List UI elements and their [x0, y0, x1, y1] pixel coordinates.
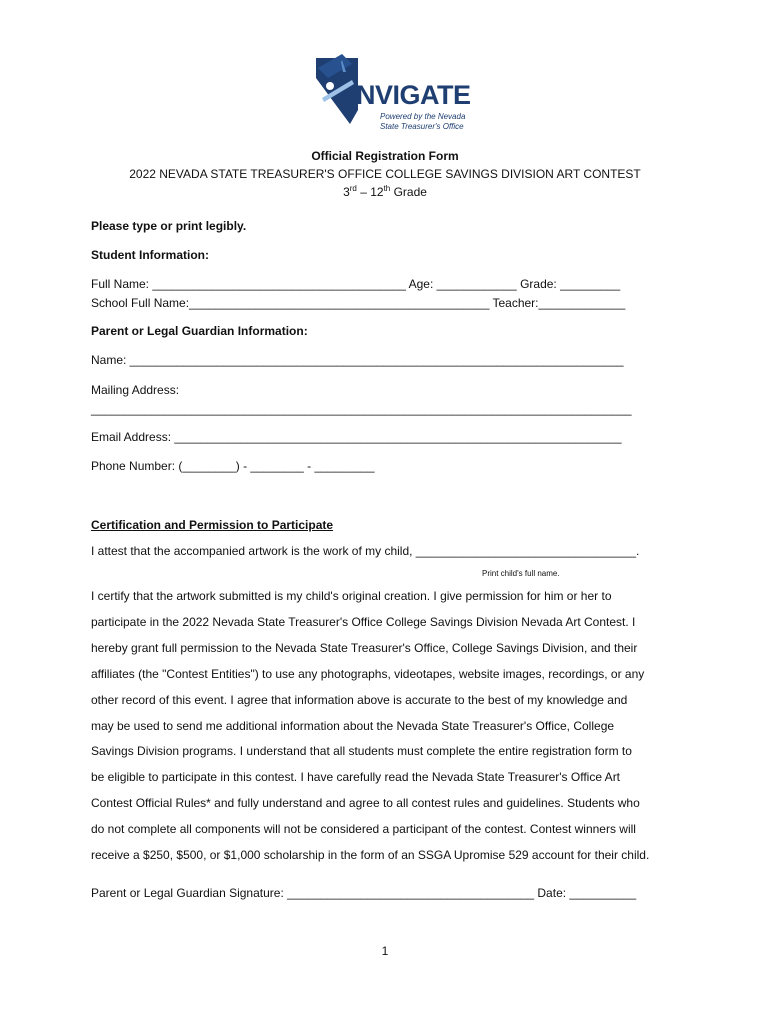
logo-tagline-line1: Powered by the Nevada [380, 112, 466, 121]
grade-word: Grade [390, 185, 427, 199]
grade-separator: – [356, 185, 371, 199]
paragraph-line: participate in the 2022 Nevada State Treasurer's Office College Savings Division Nevada Art Contest. I [91, 614, 636, 629]
grade-start-suffix: rd [349, 184, 357, 193]
school-teacher-line[interactable]: School Full Name:_____________________________________________ Teacher:_____________ [91, 296, 626, 310]
form-title: Official Registration Form [311, 149, 459, 163]
paragraph-line: other record of this event. I agree that information above is accurate to the best of my knowledge and [91, 692, 628, 707]
paragraph-line: do not complete all components will not be considered a participant of the contest. Contest winners will [91, 822, 636, 837]
nvigate-logo [308, 50, 471, 134]
paragraph-line: I certify that the artwork submitted is my child's original creation. I give permission for him or her to [91, 589, 612, 603]
grade-end: 12 [370, 185, 384, 199]
form-subtitle: 2022 NEVADA STATE TREASURER'S OFFICE COLLEGE SAVINGS DIVISION ART CONTEST [129, 167, 641, 181]
grade-start: 3 [343, 185, 350, 199]
certification-heading: Certification and Permission to Participate [91, 518, 334, 532]
signature-date-line[interactable]: Parent or Legal Guardian Signature: _____________________________________ Date: __________ [91, 886, 637, 900]
grade-range [0, 185, 770, 199]
guardian-name-field[interactable]: Name: __________________________________________________________________________ [91, 353, 624, 367]
paragraph-line: Contest Official Rules* and fully understand and agree to all contest rules and guidelines. Students who [91, 796, 640, 811]
phone-number-field[interactable]: Phone Number: (________) - ________ - _________ [91, 459, 375, 473]
email-address-field[interactable]: Email Address: ___________________________________________________________________ [91, 430, 622, 444]
paragraph-line: affiliates (the "Contest Entities") to use any photographs, videotapes, website images, recordings, or any [91, 666, 645, 681]
student-name-age-grade-line[interactable]: Full Name: ______________________________________ Age: ____________ Grade: _________ [91, 277, 621, 291]
attest-note: Print child's full name. [482, 569, 560, 578]
paragraph-line: may be used to send me additional information about the Nevada State Treasurer's Office, College [91, 718, 615, 733]
guardian-info-heading: Parent or Legal Guardian Information: [91, 324, 308, 338]
instructions-text: Please type or print legibly. [91, 219, 247, 233]
mailing-address-field[interactable]: _________________________________________________________________________________ [91, 402, 632, 416]
logo-tagline-line2: State Treasurer's Office [380, 122, 464, 131]
grade-end-suffix: th [383, 184, 391, 193]
mailing-address-label: Mailing Address: [91, 383, 180, 397]
page-number: 1 [381, 944, 389, 958]
logo-wordmark: NVIGATE [356, 80, 471, 110]
paragraph-line: hereby grant full permission to the Nevada State Treasurer's Office, College Savings Division, and their [91, 640, 638, 655]
attest-line[interactable]: I attest that the accompanied artwork is the work of my child, _________________________________. [91, 544, 640, 558]
student-info-heading: Student Information: [91, 248, 209, 262]
paragraph-line: receive a $250, $500, or $1,000 scholarship in the form of an SSGA Upromise 529 account for their child. [91, 848, 650, 863]
certification-paragraph [91, 584, 691, 869]
paragraph-line: Savings Division programs. I understand that all students must complete the entire registration form to [91, 744, 632, 759]
paragraph-line: be eligible to participate in this contest. I have carefully read the Nevada State Treasurer's Office Art [91, 770, 621, 785]
